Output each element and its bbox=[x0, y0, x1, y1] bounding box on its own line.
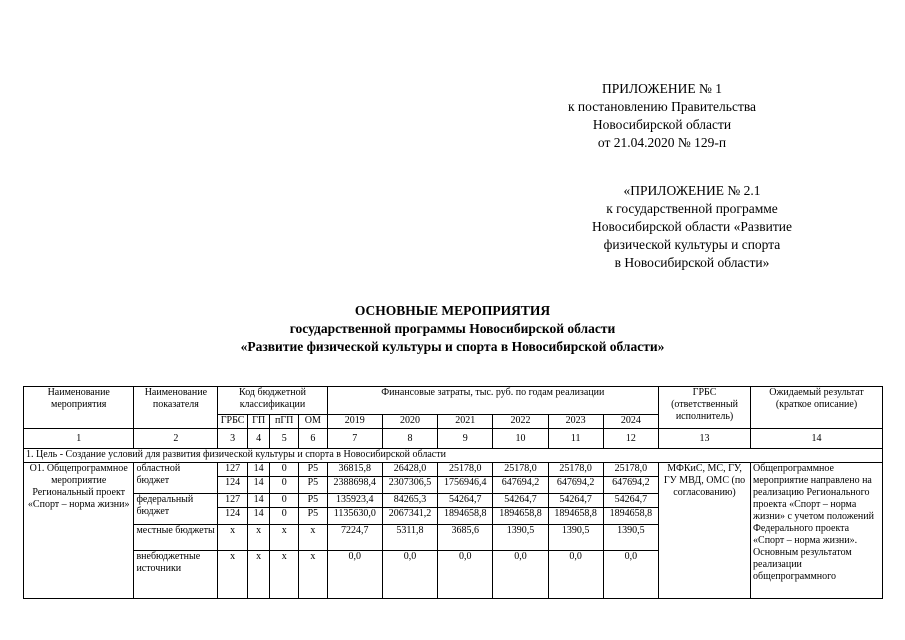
cell-om: Р5 bbox=[299, 463, 328, 477]
cell-2023: 25178,0 bbox=[548, 463, 603, 477]
cell-pgp: 0 bbox=[270, 477, 299, 494]
appendix-1-line1: ПРИЛОЖЕНИЕ № 1 bbox=[601, 81, 723, 96]
cell-om: х bbox=[299, 551, 328, 599]
cell-gp: 14 bbox=[247, 463, 269, 477]
col-num: 12 bbox=[603, 429, 658, 449]
cell-gp: 14 bbox=[247, 508, 269, 525]
indicator-extra-budget: внебюджетные источники bbox=[134, 551, 218, 599]
cell-2021: 25178,0 bbox=[438, 463, 493, 477]
header-pgp: пГП bbox=[270, 415, 299, 429]
document-title bbox=[0, 302, 905, 356]
col-num: 14 bbox=[751, 429, 883, 449]
header-expected-result: Ожидаемый результат (краткое описание) bbox=[751, 387, 883, 429]
col-num: 2 bbox=[134, 429, 218, 449]
cell-om: Р5 bbox=[299, 508, 328, 525]
cell-2023: 1894658,8 bbox=[548, 508, 603, 525]
cell-2020: 26428,0 bbox=[382, 463, 437, 477]
cell-2021: 3685,6 bbox=[438, 525, 493, 551]
table-row bbox=[24, 463, 883, 477]
header-event-name: Наименование мероприятия bbox=[24, 387, 134, 429]
cell-2019: 2388698,4 bbox=[327, 477, 382, 494]
col-num: 5 bbox=[270, 429, 299, 449]
cell-2023: 1390,5 bbox=[548, 525, 603, 551]
cell-2022: 54264,7 bbox=[493, 494, 548, 508]
indicator-local-budgets: местные бюджеты bbox=[134, 525, 218, 551]
cell-2021: 0,0 bbox=[438, 551, 493, 599]
col-num: 3 bbox=[218, 429, 248, 449]
cell-om: Р5 bbox=[299, 477, 328, 494]
title-line3: «Развитие физической культуры и спорта в Новосибирской области» bbox=[240, 339, 665, 354]
appendix-2-header bbox=[527, 182, 857, 272]
cell-2023: 647694,2 bbox=[548, 477, 603, 494]
cell-2024: 647694,2 bbox=[603, 477, 658, 494]
header-year-2023: 2023 bbox=[548, 415, 603, 429]
header-om: ОМ bbox=[299, 415, 328, 429]
header-year-2024: 2024 bbox=[603, 415, 658, 429]
cell-gp: 14 bbox=[247, 477, 269, 494]
cell-2024: 1894658,8 bbox=[603, 508, 658, 525]
appendix-1-line4: от 21.04.2020 № 129-п bbox=[597, 135, 727, 150]
cell-grbs: 124 bbox=[218, 477, 248, 494]
title-line2: государственной программы Новосибирской области bbox=[289, 321, 616, 336]
cell-grbs: 127 bbox=[218, 463, 248, 477]
cell-2020: 2307306,5 bbox=[382, 477, 437, 494]
header-financial-costs: Финансовые затраты, тыс. руб. по годам реализации bbox=[327, 387, 658, 415]
cell-2019: 1135630,0 bbox=[327, 508, 382, 525]
cell-2024: 25178,0 bbox=[603, 463, 658, 477]
header-budget-code: Код бюджетной классификации bbox=[218, 387, 327, 415]
events-table bbox=[23, 386, 883, 599]
cell-pgp: 0 bbox=[270, 494, 299, 508]
appendix-2-line1: «ПРИЛОЖЕНИЕ № 2.1 bbox=[623, 183, 761, 198]
cell-2022: 647694,2 bbox=[493, 477, 548, 494]
cell-2022: 25178,0 bbox=[493, 463, 548, 477]
header-responsible: ГРБС (ответственный исполнитель) bbox=[659, 387, 751, 429]
appendix-2-line3: Новосибирской области «Развитие bbox=[592, 219, 792, 234]
header-year-2022: 2022 bbox=[493, 415, 548, 429]
cell-pgp: х bbox=[270, 525, 299, 551]
col-num: 13 bbox=[659, 429, 751, 449]
appendix-1-header bbox=[537, 80, 787, 152]
header-indicator-name: Наименование показателя bbox=[134, 387, 218, 429]
cell-grbs: 127 bbox=[218, 494, 248, 508]
cell-2019: 135923,4 bbox=[327, 494, 382, 508]
cell-2022: 0,0 bbox=[493, 551, 548, 599]
cell-grbs: х bbox=[218, 551, 248, 599]
cell-om: х bbox=[299, 525, 328, 551]
cell-2024: 54264,7 bbox=[603, 494, 658, 508]
col-num: 9 bbox=[438, 429, 493, 449]
cell-2019: 7224,7 bbox=[327, 525, 382, 551]
cell-om: Р5 bbox=[299, 494, 328, 508]
cell-2020: 2067341,2 bbox=[382, 508, 437, 525]
appendix-2-line5: в Новосибирской области» bbox=[614, 255, 770, 270]
col-num: 1 bbox=[24, 429, 134, 449]
cell-2021: 1756946,4 bbox=[438, 477, 493, 494]
cell-2023: 0,0 bbox=[548, 551, 603, 599]
cell-2020: 5311,8 bbox=[382, 525, 437, 551]
cell-2020: 0,0 bbox=[382, 551, 437, 599]
col-num: 8 bbox=[382, 429, 437, 449]
cell-gp: 14 bbox=[247, 494, 269, 508]
cell-2024: 0,0 bbox=[603, 551, 658, 599]
cell-gp: х bbox=[247, 551, 269, 599]
cell-2021: 1894658,8 bbox=[438, 508, 493, 525]
cell-pgp: х bbox=[270, 551, 299, 599]
cell-2019: 0,0 bbox=[327, 551, 382, 599]
cell-gp: х bbox=[247, 525, 269, 551]
appendix-2-line4: физической культуры и спорта bbox=[603, 237, 781, 252]
indicator-federal-budget: федеральный бюджет bbox=[134, 494, 218, 525]
cell-pgp: 0 bbox=[270, 508, 299, 525]
cell-grbs: х bbox=[218, 525, 248, 551]
indicator-regional-budget: областной бюджет bbox=[134, 463, 218, 494]
goal-row: 1. Цель - Создание условий для развития физической культуры и спорта в Новосибирской области bbox=[24, 449, 883, 463]
col-num: 10 bbox=[493, 429, 548, 449]
cell-grbs: 124 bbox=[218, 508, 248, 525]
cell-2022: 1894658,8 bbox=[493, 508, 548, 525]
col-num: 4 bbox=[247, 429, 269, 449]
title-line1: ОСНОВНЫЕ МЕРОПРИЯТИЯ bbox=[354, 303, 551, 318]
col-num: 7 bbox=[327, 429, 382, 449]
cell-2020: 84265,3 bbox=[382, 494, 437, 508]
event-name-cell: О1. Общепрограммное мероприятие Региональный проект «Спорт – норма жизни» bbox=[24, 463, 134, 599]
header-gp: ГП bbox=[247, 415, 269, 429]
cell-2019: 36815,8 bbox=[327, 463, 382, 477]
col-num: 11 bbox=[548, 429, 603, 449]
header-year-2021: 2021 bbox=[438, 415, 493, 429]
header-year-2020: 2020 bbox=[382, 415, 437, 429]
cell-2022: 1390,5 bbox=[493, 525, 548, 551]
column-number-row bbox=[24, 429, 883, 449]
responsible-cell: МФКиС, МС, ГУ, ГУ МВД, ОМС (по согласованию) bbox=[659, 463, 751, 599]
cell-2021: 54264,7 bbox=[438, 494, 493, 508]
appendix-1-line2: к постановлению Правительства bbox=[567, 99, 757, 114]
header-year-2019: 2019 bbox=[327, 415, 382, 429]
appendix-2-line2: к государственной программе bbox=[606, 201, 778, 216]
cell-pgp: 0 bbox=[270, 463, 299, 477]
cell-2023: 54264,7 bbox=[548, 494, 603, 508]
appendix-1-line3: Новосибирской области bbox=[592, 117, 732, 132]
cell-2024: 1390,5 bbox=[603, 525, 658, 551]
expected-result-cell: Общепрограммное мероприятие направлено на реализацию Регионального проекта «Спорт – норма жизни» с учетом положений Федерального проекта «Спорт – норма жизни». Основным результатом реализации общепрограммного bbox=[751, 463, 883, 599]
header-grbs: ГРБС bbox=[218, 415, 248, 429]
col-num: 6 bbox=[299, 429, 328, 449]
